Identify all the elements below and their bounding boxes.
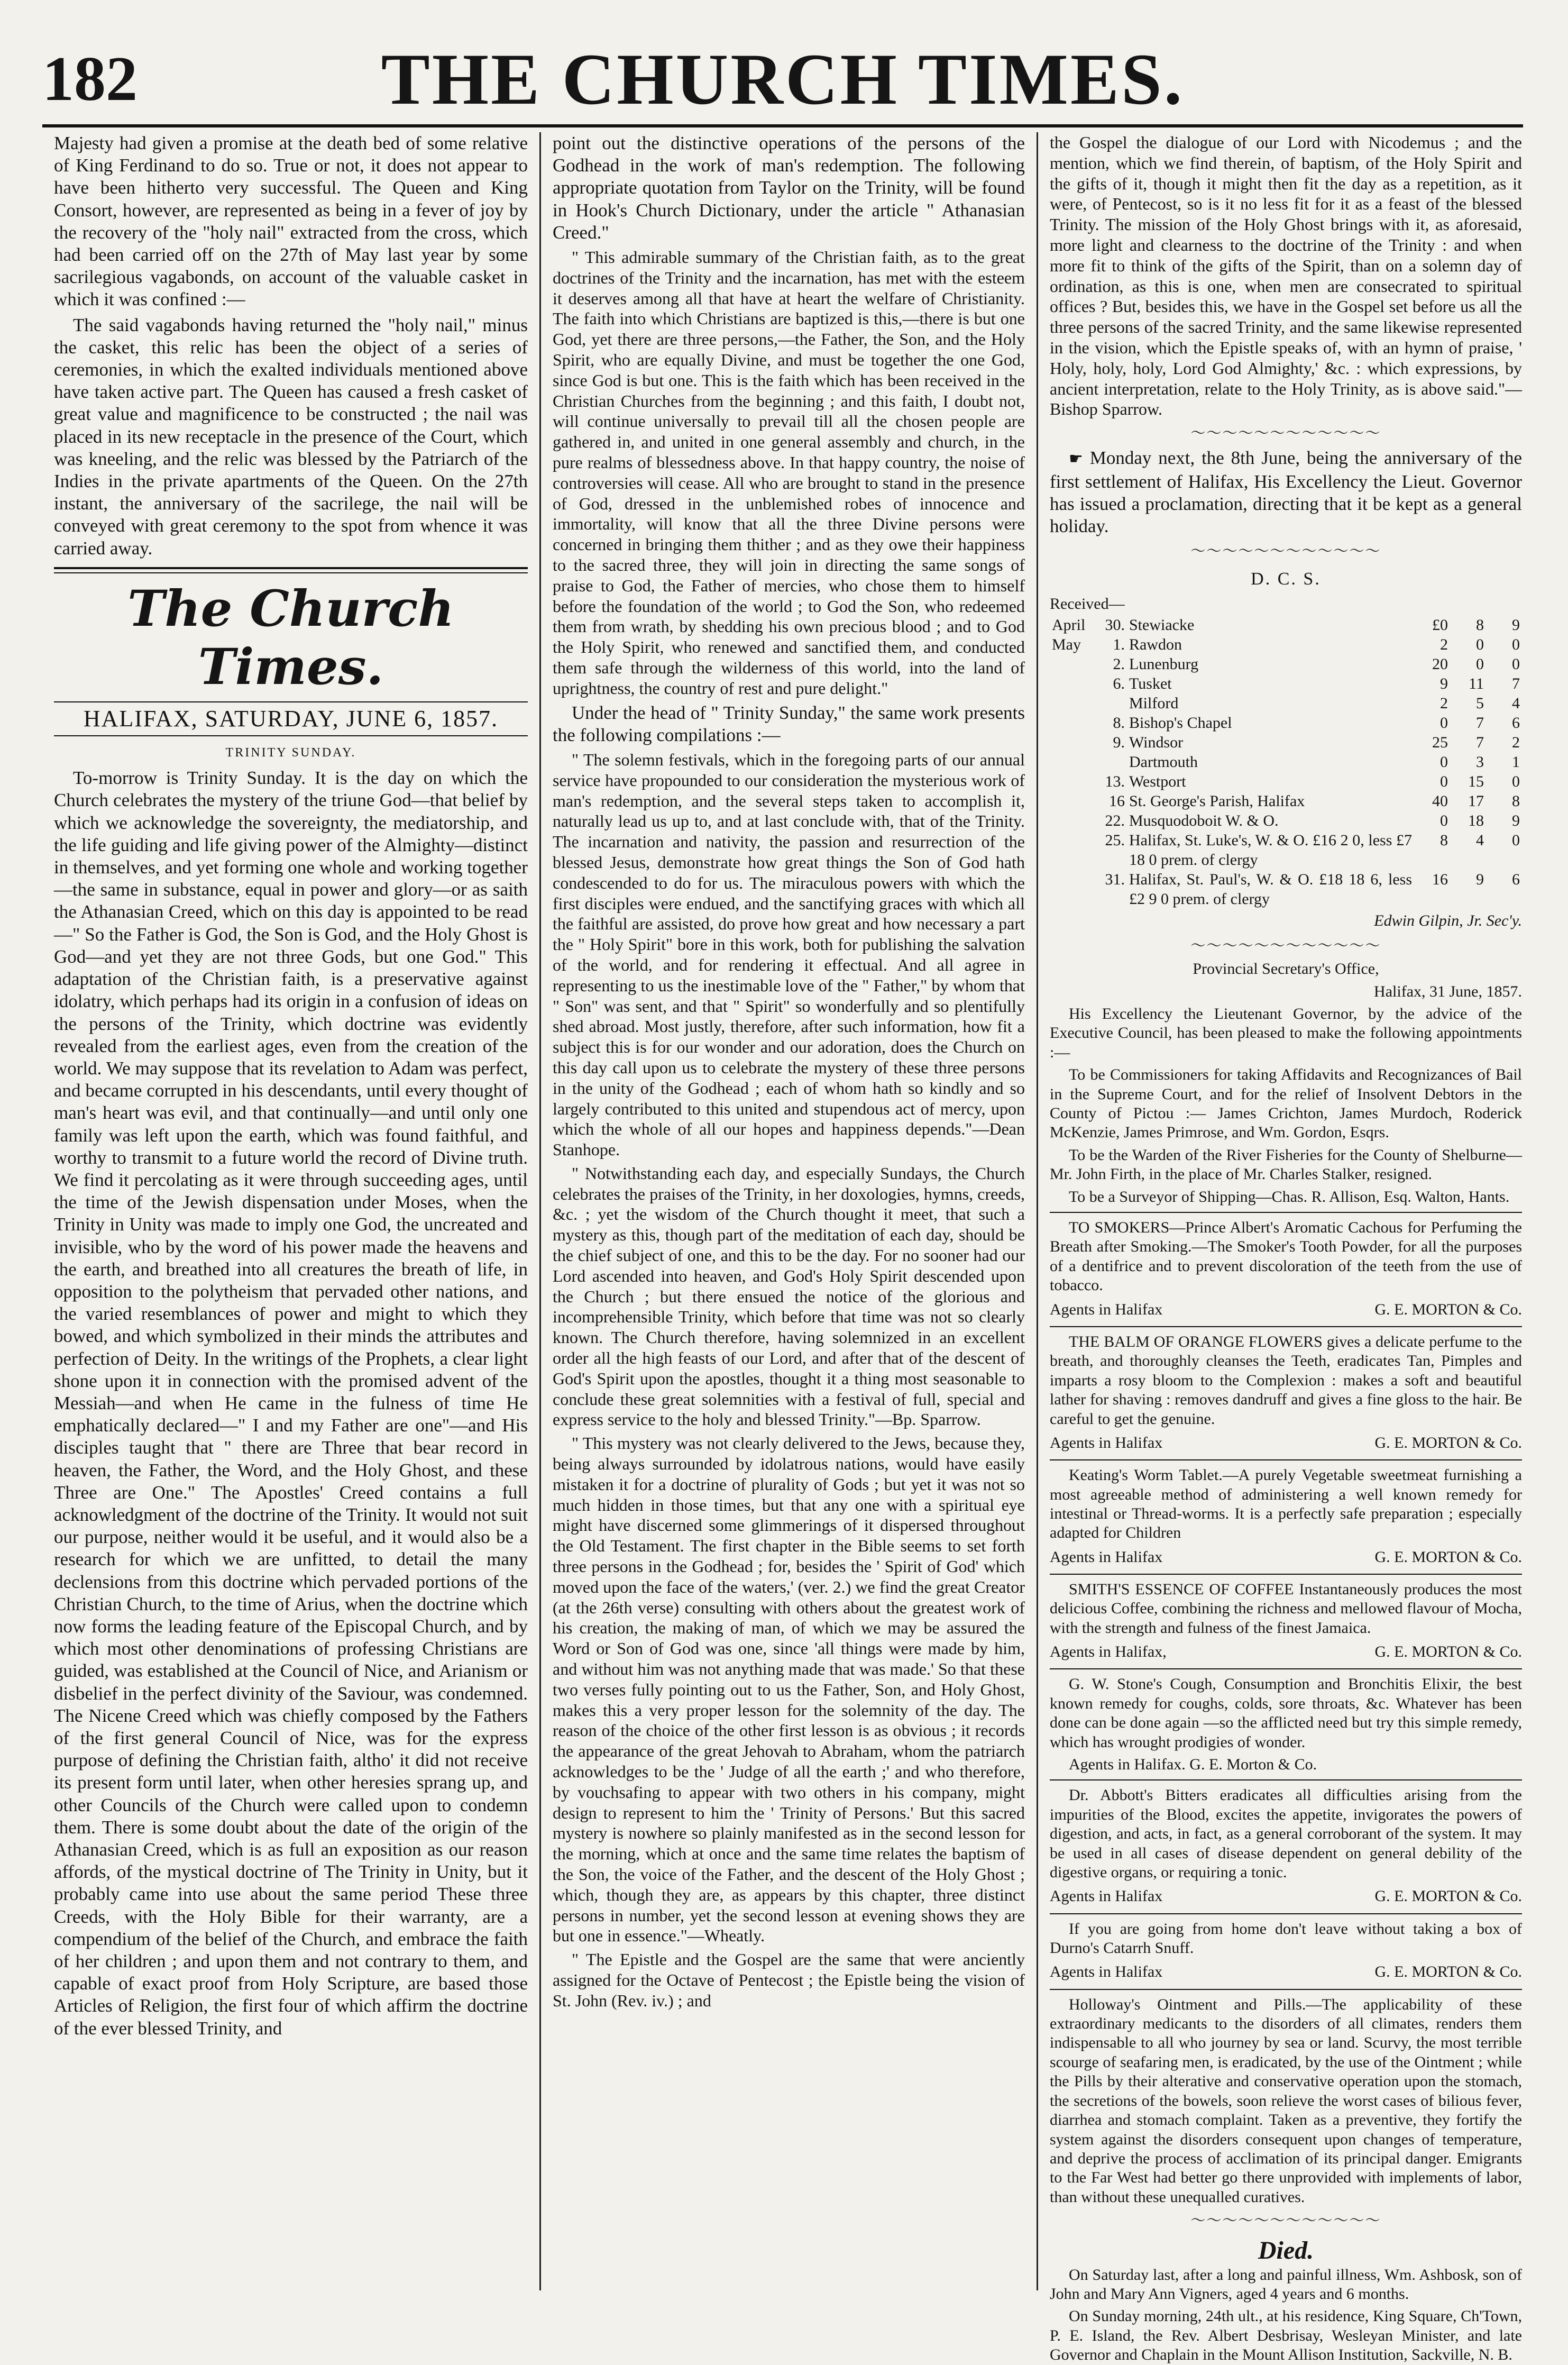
article-paragraph: The said vagabonds having returned the "holy nail," minus the casket, this relic has been the object of a series of ceremonies, in which the exalted individuals mentioned above have taken active part. The Queen has caused a fresh casket of great value and magnificence to be constructed ; the nail was placed in its new receptacle in the presence of the Court, which was kneeling, and the relic was blessed by the Patriarch of the Indies in the private apartments of the Queen. On the 27th instant, the anniversary of the sacrilege, the nail will be conveyed with great ceremony to the spot from whence it was carried away. [54, 314, 528, 559]
quotation: " This mystery was not clearly delivered to the Jews, because they, being always surrounded by idolatrous nations, would have easily mistaken it for a doctrine of plurality of Gods ; but yet it was not so much hidden in those times, but that any one with a spiritual eye might have discerned some glimmerings of it dispersed throughout the Old Testament. The first chapter in the Bible seems to set forth three persons in the Godhead ; for, besides the ' Spirit of God' which moved upon the face of the waters,' (ver. 2.) we find the great Creator (at the 26th verse) consulting with others about the greatest work of his creation, the making of man, of which we may be assured the Word or Son of God was one, since 'all things were made by him, and without him was not anything made that was made.' So that these two verses fully pointing out to us the Father, Son, and Holy Ghost, makes this a very proper lesson for the solemnity of the day. The reason of the choice of the other first lesson is as obvious ; it records the appearance of the great Jehovah to Abraham, whom the patriarch acknowledges to be the ' Judge of all the earth ;' and who therefore, by vouchsafing to appear with two others in his company, might design to represent to him the ' Trinity of Persons.' But this sacred mystery is nowhere so plainly manifested as in the second lesson for the morning, which at once and the same time relates the baptism of the Son, the voice of the Father, and the descent of the Holy Ghost ; which, though they are, as appears by this chapter, three distinct persons in number, yet the second lesson at evening shows they are but one in essence."—Wheatly. [553, 1433, 1025, 1946]
dcs-day [1096, 752, 1127, 772]
dcs-pounds: 16 [1432, 870, 1448, 888]
dcs-row [1050, 791, 1522, 811]
article-paragraph: point out the distinctive operations of the persons of the Godhead in the work of man's redemption. The following appropriate quotation from Taylor on the Trinity, will be found in Hook's Church Dictionary, under the article " Athanasian Creed." [553, 133, 1025, 243]
masthead-rule [42, 124, 1523, 127]
dcs-month [1050, 693, 1096, 713]
dcs-month [1050, 870, 1096, 909]
agent-line [1050, 1641, 1522, 1663]
dcs-row [1050, 635, 1522, 654]
dcs-day: 25. [1105, 831, 1125, 849]
dcs-row [1050, 654, 1522, 674]
quotation: " Notwithstanding each day, and especially Sundays, the Church celebrates the praises of the Trinity, in her doxologies, hymns, creeds, &c. ; yet the wisdom of the Church thought it meet, that such a mystery as this, though part of the meditation of each day, should be the chief subject of one, and this to be the day. For no sooner had our Lord ascended into heaven, and God's Holy Spirit descended upon the Church ; but there ensued the notice of the glorious and incomprehensible Trinity, which before that time was not so clearly known. The Church therefore, having solemnized in an excellent order all the high feasts of our Lord, and after that of the descent of God's Spirit upon the apostles, thought it a thing most seasonable to conclude these great solemnities with a festival of full, special and express service to the holy and blessed Trinity."—Bp. Sparrow. [553, 1163, 1025, 1429]
prov-paragraph: To be the Warden of the River Fisheries for the County of Shelburne—Mr. John Firth, in the place of Mr. Charles Stalker, resigned. [1050, 1146, 1522, 1183]
dcs-row [1050, 830, 1522, 870]
dcs-pence: 0 [1512, 772, 1520, 790]
dcs-place: Stewiacke [1129, 616, 1195, 634]
pointing-hand-icon: ☛ [1069, 450, 1083, 469]
agent-label: Agents in Halifax [1050, 1433, 1163, 1451]
dcs-row [1050, 674, 1522, 693]
died-heading: Died. [1258, 2236, 1314, 2265]
advertisement: G. W. Stone's Cough, Consumption and Bronchitis Elixir, the best known remedy for coughs, colds, sore throats, &c. Whatever has been done can be done again —so the afflicted need but try this simple remedy, which has wrought prodigies of wonder. [1050, 1675, 1522, 1751]
divider [1050, 1574, 1522, 1575]
dcs-shillings: 17 [1468, 792, 1484, 810]
dcs-pounds: 0 [1440, 714, 1448, 732]
dcs-pence: 7 [1512, 674, 1520, 692]
dcs-row [1050, 615, 1522, 635]
ornament-rule: ～～～～～～～～～～～～ [1190, 543, 1381, 560]
masthead [42, 21, 1523, 138]
ornament-rule: ～～～～～～～～～～～～ [1190, 2213, 1381, 2230]
advertisement: If you are going from home don't leave without taking a box of Durno's Catarrh Snuff. [1050, 1920, 1522, 1957]
divider [54, 701, 528, 702]
dcs-heading: D. C. S. [1251, 569, 1321, 589]
agent-line [1050, 1885, 1522, 1907]
dcs-row [1050, 752, 1522, 772]
column-1 [42, 132, 539, 2290]
dcs-shillings: 15 [1468, 772, 1484, 790]
dcs-row [1050, 713, 1522, 733]
prov-paragraph: To be Commissioners for taking Affidavits and Recognizances of Bail in the Supreme Court, and for the relief of Insolvent Debtors in the County of Pictou :— James Crichton, James Murdoch, Roderick McKenzie, James Primrose, and Wm. Gordon, Esqrs. [1050, 1066, 1522, 1142]
dcs-pence: 8 [1512, 792, 1520, 810]
dcs-pence: 1 [1512, 753, 1520, 771]
dcs-shillings: 3 [1476, 753, 1484, 771]
dcs-pounds: £0 [1432, 616, 1448, 634]
dcs-pounds: 2 [1440, 694, 1448, 712]
dcs-shillings: 7 [1476, 714, 1484, 732]
running-title: THE CHURCH TIMES. [381, 39, 1185, 120]
agent-firm: G. E. MORTON & Co. [1374, 1643, 1522, 1661]
dcs-row [1050, 811, 1522, 830]
divider [1050, 1779, 1522, 1780]
dcs-month [1050, 733, 1096, 752]
dcs-shillings: 7 [1476, 733, 1484, 751]
dcs-place: Rawdon [1129, 635, 1182, 653]
article-paragraph: To-morrow is Trinity Sunday. It is the day on which the Church celebrates the mystery of the triune God—that belief by which we acknowledge the sovereignty, the mediatorship, and the life guiding and life giving power of the Almighty—distinct in themselves, and yet forming one whole and working together—the same in substance, equal in power and glory—or as saith the Athanasian Creed, which on this day is appointed to be read—" So the Father is God, the Son is God, and the Holy Ghost is God—and yet they are not three Gods, but one God." This adaptation of the Christian faith, is a preservative against idolatry, which perhaps had its origin in a confusion of ideas on the persons of the Trinity, which doctrine was evidently revealed from the earliest ages, even from the creation of the world. We may suppose that its revelation to Adam was perfect, and became corrupted in his descendants, until every thought of man's heart was evil, and that continually—and until only one family was left upon the earth, which was found faithful, and worthy to transmit to a future world the record of Divine truth. We find it percolating as it were through succeeding ages, until the time of the Jewish dispensation under Moses, when the Trinity in Unity was made to imply one God, the uncreated and invisible, who by the word of his power made the heavens and the earth, and breathed into all creatures the breath of life, in opposition to the polytheism that pervaded other nations, and the varied resemblances of power and might to which they bowed, and which symbolized in their minds the attributes and perfection of Deity. In the writings of the Prophets, a clear light shone upon it in connection with the promised advent of the Messiah—and when He came in the fulness of time He emphatically declared—" I and my Father are one"—and His disciples taught that " there are Three that bear record in heaven, the Father, the Word, and the Holy Ghost, and these Three are One." The Apostles' Creed contains a full acknowledgment of the doctrine of the Trinity. It would not suit our purpose, neither would it be useful, and it would also be a research for which we are unfitted, to detail the many declensions from this doctrine which pervaded portions of the Christian Church, to the time of Arius, when the doctrine which now forms the leading feature of the Episcopal Church, and by which most other denominations of professing Christians are guided, was established at the Council of Nice, and Arianism or disbelief in the perfect divinity of the Saviour, was condemned. The Nicene Creed which was chiefly composed by the Fathers of the first general Council of Nice, was for the express purpose of defining the Christian faith, altho' it did not receive its present form until later, when other heresies sprang up, and other Councils of the Church were called upon to condemn them. There is some doubt about the date of the origin of the Athanasian Creed, which is as full an exposition as our reason affords, of the mystical doctrine of The Trinity in Unity, but it probably came into use about the same period These three Creeds, with the Holy Bible for their warranty, are a compendium of the belief of the Church, and embrace the faith of her children ; and upon them and not contrary to them, and capable of exact proof from Holy Scripture, are based those Articles of Religion, the first four of which affirm the doctrine of the ever blessed Trinity, and [54, 768, 528, 2039]
agent-label: Agents in Halifax, [1050, 1643, 1167, 1661]
dcs-place: St. George's Parish, Halifax [1129, 792, 1305, 810]
section-divider [54, 567, 528, 573]
section-heading: TRINITY SUNDAY. [225, 746, 356, 760]
dcs-row [1050, 772, 1522, 791]
agent-line [1050, 1546, 1522, 1568]
dcs-row [1050, 733, 1522, 752]
dcs-day: 30. [1105, 616, 1125, 634]
dcs-day: 13. [1105, 772, 1125, 790]
dcs-shillings: 5 [1476, 694, 1484, 712]
dcs-shillings: 8 [1476, 616, 1484, 634]
agent-firm: G. E. MORTON & Co. [1374, 1887, 1522, 1905]
dcs-row [1050, 870, 1522, 909]
dcs-month [1050, 791, 1096, 811]
notice-text: Monday next, the 8th June, being the anniversary of the first settlement of Halifax, His Excellency the Lieut. Governor has issued a proclamation, directing that it be kept as a general holiday. [1050, 448, 1523, 536]
divider [1050, 1913, 1522, 1914]
agent-firm: G. E. MORTON & Co. [1374, 1548, 1522, 1566]
dcs-pounds: 9 [1440, 674, 1448, 692]
agent-label: Agents in Halifax [1050, 1300, 1163, 1318]
dcs-place: Lunenburg [1129, 655, 1199, 673]
ornament-rule: ～～～～～～～～～～～～ [1190, 937, 1381, 954]
agent-firm: G. E. MORTON & Co. [1374, 1300, 1522, 1318]
dcs-month: April [1052, 616, 1086, 634]
divider [1050, 1668, 1522, 1669]
agent-label: Agents in Halifax [1050, 1963, 1163, 1981]
column-2 [539, 132, 1037, 2290]
agent-line [1050, 1299, 1522, 1321]
advertisement: Dr. Abbott's Bitters eradicates all difficulties arising from the impurities of the Blood, excites the appetite, invigorates the powers of digestion, and acts, in fact, as a general corroborant of the system. It may be used in all cases of disease dependent on general debility of the digestive organs, or requiring a tonic. [1050, 1786, 1522, 1882]
agent-firm: G. E. MORTON & Co. [1374, 1433, 1522, 1451]
dcs-pence: 4 [1512, 694, 1520, 712]
agent-line [1050, 1432, 1522, 1454]
dcs-month [1050, 713, 1096, 733]
divider [1050, 1989, 1522, 1990]
agent-label: Agents in Halifax [1050, 1887, 1163, 1905]
dcs-place: Tusket [1129, 674, 1172, 692]
dcs-month [1050, 674, 1096, 693]
divider [54, 735, 528, 736]
article-paragraph: Under the head of " Trinity Sunday," the same work presents the following compilations :— [553, 702, 1025, 745]
dcs-month [1050, 752, 1096, 772]
dcs-pence: 6 [1512, 714, 1520, 732]
dcs-place: Windsor [1129, 733, 1184, 751]
dcs-place: Halifax, St. Paul's, W. & O. £18 18 6, less £2 9 0 prem. of clergy [1129, 870, 1412, 908]
death-notice: On Saturday last, after a long and painful illness, Wm. Ashbosk, son of John and Mary Ann Vigners, aged 4 years and 6 months. [1050, 2266, 1522, 2303]
dcs-received-label: Received— [1050, 595, 1125, 613]
dcs-pounds: 2 [1440, 635, 1448, 653]
advertisement: THE BALM OF ORANGE FLOWERS gives a delicate perfume to the breath, and thoroughly cleanses the Teeth, eradicates Tan, Pimples and imparts a rosy bloom to the Complexion : makes a soft and beautiful lather for shaving : removes dandruff and gives a fine gloss to the hair. Be careful to get the genuine. [1050, 1332, 1522, 1428]
dcs-month [1050, 654, 1096, 674]
dcs-pounds: 0 [1440, 772, 1448, 790]
dcs-day: 1. [1113, 635, 1125, 653]
article-paragraph: Majesty had given a promise at the death bed of some relative of King Ferdinand to do so. True or not, it does not appear to have been hitherto very successful. The Queen and King Consort, however, are represented as being in a fever of joy by the recovery of the "holy nail" extracted from the cross, which had been carried off on the 27th of May last year by some sacrilegious vagabonds, on account of the valuable casket in which it was confined :— [54, 133, 528, 310]
dcs-shillings: 9 [1476, 870, 1484, 888]
advertisement: SMITH'S ESSENCE OF COFFEE Instantaneously produces the most delicious Coffee, combining the richness and mellowed flavour of Mocha, with the strength and fulness of the finest Jamaica. [1050, 1580, 1522, 1637]
quotation: the Gospel the dialogue of our Lord with Nicodemus ; and the mention, which we find therein, of baptism, of the Holy Spirit and the gifts of it, though it might then fit the day as a repetition, as it were, of Pentecost, so is it no less fit for it as a feast of the blessed Trinity. The mission of the Holy Ghost brings with it, as aforesaid, more light and clearness to the doctrine of the Trinity : and when more fit to think of the gifts of the Spirit, than on a solemn day of ordination, as this is one, when men are consecrated to spiritual offices ? But, besides this, we have in the Gospel set before us all the three persons of the sacred Trinity, and the same likewise represented in the vision, which the Epistle speaks of, with an hymn of praise, ' Holy, holy, holy, Lord God Almighty,' &c. : which expressions, by ancient interpretation, relate to the Holy Trinity, as is above said."—Bishop Sparrow. [1050, 133, 1522, 419]
agent-line: Agents in Halifax. G. E. Morton & Co. [1069, 1756, 1317, 1773]
dcs-pounds: 40 [1432, 792, 1448, 810]
quotation: " The Epistle and the Gospel are the same that were anciently assigned for the Octave of Pentecost ; the Epistle being the vision of St. John (Rev. iv.) ; and [553, 1950, 1025, 2010]
dcs-month [1050, 811, 1096, 830]
dcs-pence: 9 [1512, 811, 1520, 829]
advertisement: TO SMOKERS—Prince Albert's Aromatic Cachous for Perfuming the Breath after Smoking.—The Smoker's Tooth Powder, for all the purposes of a dentifrice and to prevent discoloration of the teeth from the use of tobacco. [1050, 1219, 1522, 1294]
advertisement: Holloway's Ointment and Pills.—The applicability of these extraordinary medicants to the disorders of all climates, renders them indispensable to all who journey by sea or land. Scurvy, the most terrible scourge of seafaring men, is eradicated, by the use of the Ointment ; while the Pills by their alterative and conservative operation upon the stomach, the secretions of the bowels, soon relieve the worst cases of bilious fever, diarrhea and stomach complaint. Taken as a preventive, they fortify the system against the disorders consequent upon changes of temperature, and deprive the process of acclimation of its principal danger. Emigrants to the Far West had better go there unprovided with implements of labor, than without these unequalled curatives. [1050, 1995, 1522, 2206]
dcs-place: Bishop's Chapel [1129, 714, 1232, 732]
dcs-pence: 6 [1512, 870, 1520, 888]
dcs-pounds: 0 [1440, 811, 1448, 829]
dcs-pounds: 8 [1440, 831, 1448, 849]
divider [1050, 1212, 1522, 1213]
dcs-pence: 0 [1512, 831, 1520, 849]
dcs-row [1050, 693, 1522, 713]
agent-firm: G. E. MORTON & Co. [1374, 1963, 1522, 1981]
ornament-rule: ～～～～～～～～～～～～ [1190, 425, 1381, 442]
death-notice: On Sunday morning, 24th ult., at his residence, King Square, Ch'Town, P. E. Island, the Rev. Albert Desbrisay, Wesleyan Minister, and late Governor and Chaplain in the Mount Allison Institution, Sackville, N. B. [1050, 2307, 1522, 2364]
dcs-place: Musquodoboit W. & O. [1129, 811, 1279, 829]
quotation: " This admirable summary of the Christian faith, as to the great doctrines of the Trinity and the incarnation, has met with the esteem it deserves among all that have at heart the welfare of Christianity. The faith into which Christians are baptized is this,—there is but one God, yet there are three persons,—the Father, the Son, and the Holy Spirit, who are equally Divine, and must be together the one God, since God is but one. This is the faith which has been received in the Christian Churches from the beginning ; and this faith, I doubt not, will continue universally to prevail till all the chosen people are gathered in, and united in one general assembly and church, in the pure realms of blessedness above. In that happy country, the noise of controversies will cease. All who are brought to stand in the presence of God, dressed in the unblemished robes of innocence and immortality, will know that all the three Divine persons were concerned in bringing them thither ; and as they owe their happiness to the sacred three, they will join in directing the same songs of praise to God, the Father of mercies, who chose them to himself before the foundation of the world ; to God the Son, who redeemed them from wrath, by shedding his own precious blood ; and to God the Holy Spirit, who renewed and sanctified them, and conducted them safe through the wilderness of this world, into the land of uprightness, the country of rest and pure delight." [553, 248, 1025, 698]
agent-line [1050, 1961, 1522, 1983]
divider [1050, 1459, 1522, 1460]
dcs-day: 31. [1105, 870, 1125, 888]
dcs-shillings: 0 [1476, 635, 1484, 653]
advertisement: Keating's Worm Tablet.—A purely Vegetable sweetmeat furnishing a most agreeable method of administering a well known remedy for intestinal or Thread-worms. It is a perfectly safe preparation ; especially adapted for Children [1050, 1466, 1522, 1542]
dcs-pence: 2 [1512, 733, 1520, 751]
prov-date: Halifax, 31 June, 1857. [1374, 982, 1522, 1000]
dcs-day: 8. [1113, 714, 1125, 732]
quotation: " The solemn festivals, which in the foregoing parts of our annual service have propounded to our consideration the mysterious work of man's redemption, and the several steps taken to accomplish it, naturally lead us up to, and at last conclude with, that of the Trinity. The incarnation and nativity, the passion and resurrection of the blessed Jesus, demonstrate how great things the Son of God hath condescended to do for us. The miraculous powers with which the first disciples were endued, and the sanctifying graces with which all the faithful are assisted, do prove how great and how necessary a part the " Holy Spirit" bore in this work, both for publishing the salvation of the world, and for rendering it effectual. And all agree in representing to us the inestimable love of the " Father," by whom that " Son" was sent, and that " Spirit" so wonderfully and so plentifully shed abroad. Most justly, therefore, after such information, how fit a subject this is for our wonder and our adoration, does the Church on this day call upon us to celebrate the mystery of these three persons in the unity of the Godhead ; each of whom hath so kindly and so largely contributed to this united and stupendous act of mercy, upon which the whole of all our hopes and happiness depends."—Dean Stanhope. [553, 750, 1025, 1159]
dcs-place: Westport [1129, 772, 1186, 790]
dcs-pence: 9 [1512, 616, 1520, 634]
dcs-pounds: 20 [1432, 655, 1448, 673]
column-3 [1037, 132, 1534, 2364]
divider [1050, 1326, 1522, 1327]
dcs-shillings: 11 [1469, 674, 1484, 692]
dcs-day: 16 [1109, 792, 1125, 810]
notice-paragraph [1050, 447, 1522, 537]
dcs-pence: 0 [1512, 635, 1520, 653]
dcs-pounds: 25 [1432, 733, 1448, 751]
dcs-month [1050, 830, 1096, 870]
dcs-signature: Edwin Gilpin, Jr. Sec'y. [1374, 911, 1522, 929]
dateline: HALIFAX, SATURDAY, JUNE 6, 1857. [83, 705, 499, 732]
dcs-pounds: 0 [1440, 753, 1448, 771]
dcs-place: Dartmouth [1129, 753, 1198, 771]
prov-paragraph: His Excellency the Lieutenant Governor, by the advice of the Executive Council, has been pleased to make the following appointments :— [1050, 1005, 1522, 1061]
dcs-shillings: 0 [1476, 655, 1484, 673]
dcs-shillings: 4 [1476, 831, 1484, 849]
dcs-table [1050, 615, 1522, 909]
dcs-day [1096, 693, 1127, 713]
dcs-day: 6. [1113, 674, 1125, 692]
columns [42, 132, 1534, 2364]
dcs-day: 9. [1113, 733, 1125, 751]
dcs-place: Milford [1129, 694, 1179, 712]
dcs-shillings: 18 [1468, 811, 1484, 829]
dcs-place: Halifax, St. Luke's, W. & O. £16 2 0, less £7 18 0 prem. of clergy [1129, 831, 1412, 869]
dcs-month [1050, 772, 1096, 791]
page-number: 182 [42, 43, 137, 114]
prov-heading: Provincial Secretary's Office, [1193, 960, 1379, 978]
dcs-day: 22. [1105, 811, 1125, 829]
dcs-pence: 0 [1512, 655, 1520, 673]
dcs-day: 2. [1113, 655, 1125, 673]
nameplate: The Church Times. [127, 579, 454, 696]
agent-label: Agents in Halifax [1050, 1548, 1163, 1566]
dcs-month: May [1052, 635, 1081, 653]
prov-paragraph: To be a Surveyor of Shipping—Chas. R. Allison, Esq. Walton, Hants. [1069, 1188, 1510, 1206]
